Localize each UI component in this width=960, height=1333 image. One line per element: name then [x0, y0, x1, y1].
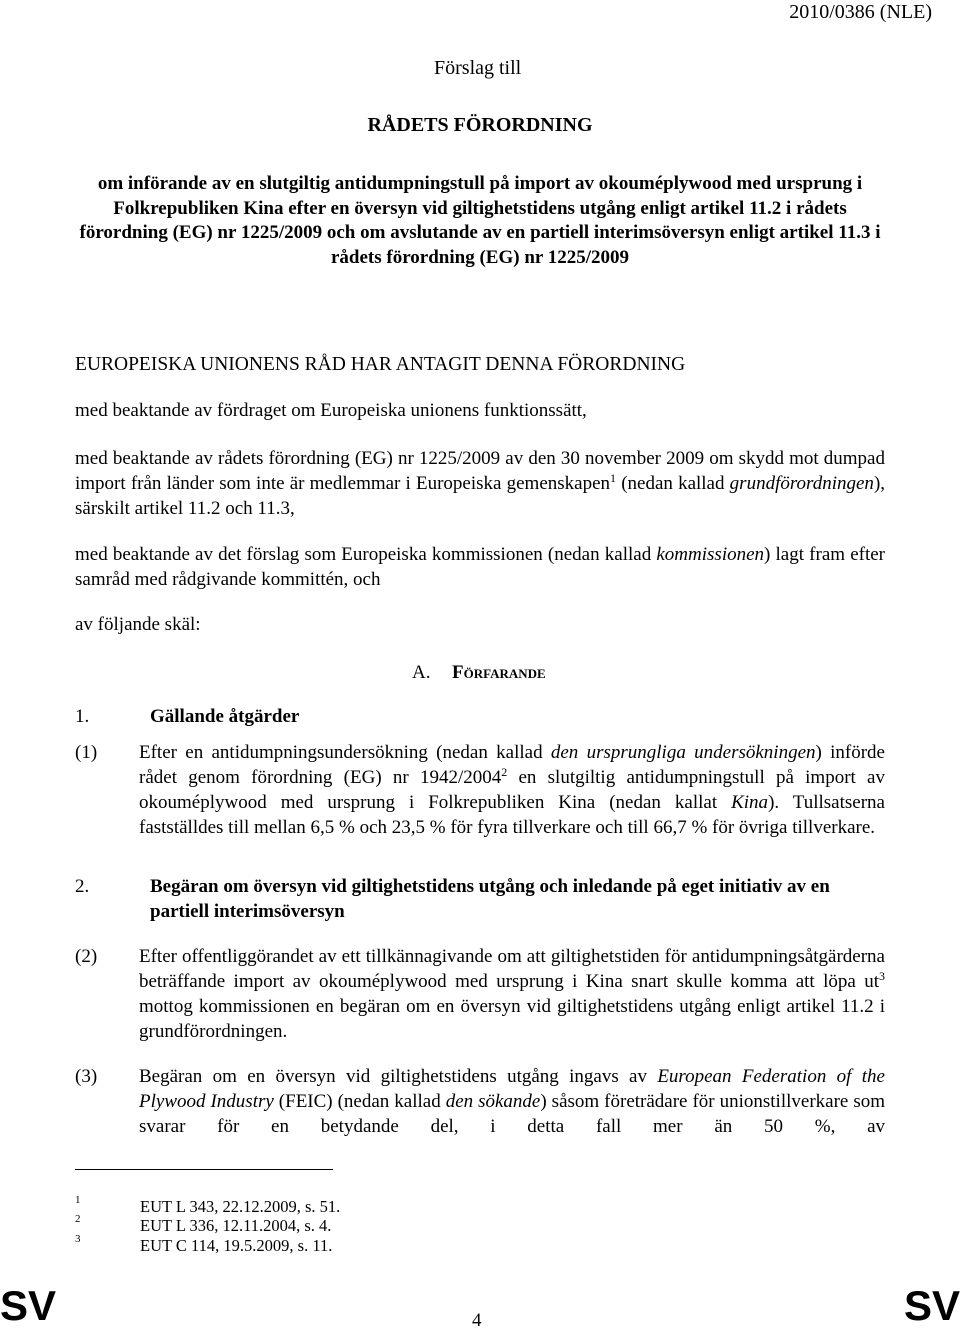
citation-treaty: med beaktande av fördraget om Europeiska unionens funktionssätt, [75, 400, 587, 421]
language-code-right: SV [903, 1282, 960, 1329]
recital-2: (2) Efter offentliggörandet av ett tillkännagivande om att giltighetstiden för antidumpningsåtgärderna beträffande import av okouméplywood med ursprung i Kina snart skulle komma att löpa $ut^3$ mottog kommissionen en begäran om en översyn vid giltighetstidens utgång enligt artikel 11.2 i grundförordningen. [75, 946, 885, 1042]
footnote-ref-1[interactable]: 1 [610, 471, 617, 485]
recital-1: (1) Efter en antidumpningsundersökning (nedan kallad den ursprungliga undersökningen) införde rådet genom förordning (EG) nr 1942/2004$^2$ en slutgiltig antidumpningstull på import av okouméplywood med ursprung i Folkrepubliken Kina (nedan kallat Kina). Tullsatserna fastställdes till mellan 6,5 % och 23,5 % för fyra tillverkare och till 66,7 % för övriga tillverkare. [75, 742, 885, 838]
footnote-3: 3 EUT C 114, 19.5.2009, s. 11. [75, 1233, 333, 1255]
footnote-ref-2[interactable]: 2 [501, 765, 508, 779]
page-number: 4 [472, 1310, 482, 1331]
footnote-separator [75, 1169, 333, 1170]
subsection-heading-2: 2. Begäran om översyn vid giltighetstidens utgång och inledande på eget initiativ av en partiell interimsöversyn [75, 876, 830, 922]
section-heading: A. Förfarande [412, 662, 546, 683]
regulation-title: om införande av en slutgiltig antidumpningstull på import av okouméplywood med ursprung i Folkrepubliken Kina efter en översyn vid giltighetstidens utgång enligt artikel 11.2 i rådets förordning (EG) nr 1225/2009 och om avslutande av en partiell interimsöversyn enligt artikel 11.3 i rådets förordning (EG) nr 1225/2009 [79, 173, 881, 269]
regulation-heading: RÅDETS FÖRORDNING [367, 114, 593, 136]
recital-3: (3) Begäran om en översyn vid giltighetstidens utgång ingavs av European Federation of the Plywood Industry (FEIC) (nedan kallad den sökande) såsom företrädare för unionstillverkare som svarar för en betydande del, i detta fall mer än 50 %, av [75, 1066, 885, 1137]
footnote-ref-3[interactable]: 3 [879, 969, 885, 983]
citation-commission-proposal: med beaktande av det förslag som Europeiska kommissionen (nedan kallad kommissionen) lagt fram efter samråd med rådgivande kommittén, och [75, 544, 886, 590]
language-code-left: SV [0, 1282, 57, 1329]
document-reference: 2010/0386 (NLE) [789, 1, 932, 23]
citation-basic-regulation: med beaktande av rådets förordning (EG) nr 1225/2009 av den 30 november 2009 om skydd mot dumpad import från länder som inte är medlemmar i Europeiska gemenskapen$^1$ (nedan kallad grundförordningen), särskilt artikel 11.2 och 11.3, [75, 448, 886, 519]
proposal-label: Förslag till [434, 57, 522, 79]
footnote-2: 2 EUT L 336, 12.11.2004, s. 4. [75, 1213, 332, 1235]
footnote-1: 1 EUT L 343, 22.12.2009, s. 51. [75, 1194, 341, 1216]
enacting-formula: EUROPEISKA UNIONENS RÅD HAR ANTAGIT DENNA FÖRORDNING [75, 354, 686, 375]
subsection-heading-1: 1. Gällande åtgärder [75, 706, 300, 727]
recitals-intro: av följande skäl: [75, 614, 201, 635]
